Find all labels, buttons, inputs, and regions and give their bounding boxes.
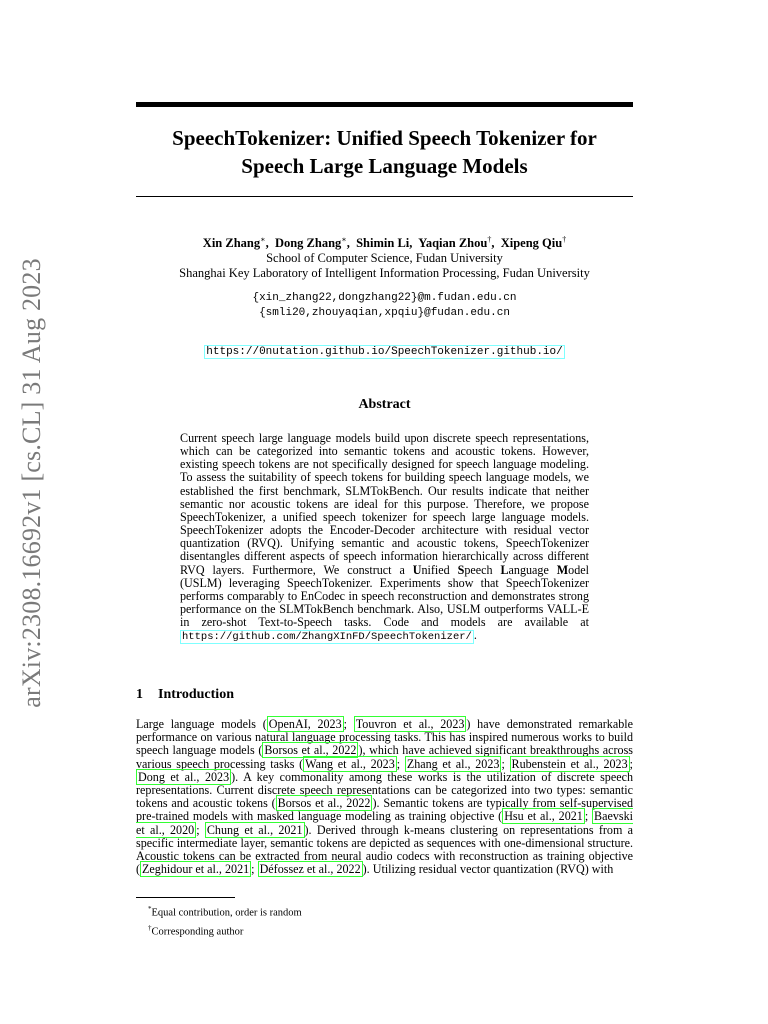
- code-url-link[interactable]: https://github.com/ZhangXInFD/SpeechTokenizer/: [182, 631, 472, 644]
- citation-link[interactable]: Zeghidour et al., 2021: [142, 862, 250, 877]
- body-text: ). Semantic tokens are typically from self-supervised pre-trained models with masked language modeling as training objective (: [136, 796, 633, 824]
- citation-link[interactable]: Borsos et al., 2022: [264, 743, 357, 758]
- body-text: ) have demonstrated remarkable performance on various natural language processing tasks. This has inspired numerous works to build speech language models (: [136, 717, 633, 758]
- body-text: Large language models (: [136, 717, 267, 731]
- body-text: ;: [501, 756, 510, 771]
- uslm-initial: M: [556, 562, 569, 577]
- footnote-1: [148, 902, 302, 921]
- body-text: ;: [251, 862, 258, 877]
- citation-link[interactable]: Rubenstein et al., 2023: [511, 756, 628, 771]
- author-name: Xipeng Qiu: [500, 236, 563, 251]
- author-block: [136, 232, 633, 281]
- corresponding-author-mark: †: [487, 235, 492, 244]
- author-name: Dong Zhang: [274, 236, 342, 251]
- uslm-initial: U: [412, 562, 422, 577]
- introduction-paragraph: [136, 718, 633, 876]
- section-title: Introduction: [158, 687, 234, 702]
- body-text: ;: [629, 756, 634, 771]
- citation-link[interactable]: OpenAI, 2023: [268, 717, 342, 731]
- title-rule-bottom: [136, 196, 633, 197]
- body-text: ). A key commonality among these works is the utilization of discrete speech representations. Current discrete speech representations can be categorized into two types: semantic tokens and acoustic tokens (: [136, 769, 633, 811]
- body-text: ;: [196, 822, 205, 837]
- body-text: ;: [343, 717, 354, 731]
- footnote-rule: [136, 897, 235, 898]
- abstract-text: [180, 432, 589, 645]
- section-number: 1: [136, 687, 143, 702]
- affiliation-2: Shanghai Key Laboratory of Intelligent Information Processing, Fudan University: [179, 266, 590, 281]
- footnote-text: Corresponding author: [151, 926, 244, 937]
- citation-link[interactable]: Chung et al., 2021: [206, 822, 303, 837]
- title-line-2: Speech Large Language Models: [241, 154, 528, 178]
- equal-contribution-mark: ∗: [260, 235, 266, 244]
- body-text: ), which have achieved significant breakthroughs across various speech processing tasks (: [136, 743, 633, 771]
- footnote-2: [148, 921, 302, 940]
- footnote-text: Equal contribution, order is random: [151, 907, 302, 919]
- body-text: ). Utilizing residual vector quantization (RVQ) with: [362, 862, 614, 877]
- paper-title: [136, 124, 633, 180]
- author-name: Shimin Li: [356, 236, 410, 251]
- uslm-initial: S: [457, 562, 465, 577]
- body-text: ;: [396, 756, 405, 771]
- footnotes: [148, 902, 302, 939]
- abstract-body: anguage: [508, 562, 557, 577]
- author-name: Xin Zhang: [202, 236, 261, 251]
- project-url-link[interactable]: https://0nutation.github.io/SpeechTokenizer.github.io/: [206, 346, 563, 358]
- footnote-mark: †: [148, 923, 152, 932]
- abstract-heading: Abstract: [358, 397, 411, 412]
- abstract-body: peech: [464, 562, 501, 577]
- affiliation-1: School of Computer Science, Fudan University: [266, 251, 503, 266]
- uslm-initial: L: [500, 562, 509, 577]
- abstract-body: odel (USLM) leveraging SpeechTokenizer. Experiments show that SpeechTokenizer performs comparably to EnCodec in speech reconstruction and demonstrates strong performance on the SLMTokBench benchmark. Also, USLM outperforms VALL-E in zero-shot Text-to-Speech tasks. Code and models are available at: [180, 562, 589, 630]
- title-line-1: SpeechTokenizer: Unified Speech Tokenizer for: [172, 126, 597, 150]
- corresponding-author-mark: †: [562, 235, 567, 244]
- abstract-body: .: [473, 628, 477, 643]
- citation-link[interactable]: Zhang et al., 2023: [406, 756, 500, 771]
- abstract-body: nified: [421, 562, 458, 577]
- citation-link[interactable]: Défossez et al., 2022: [259, 862, 361, 877]
- author-name: Yaqian Zhou: [418, 236, 488, 251]
- abstract-body: Current speech large language models build upon discrete speech representations, which can be categorized into semantic tokens and acoustic tokens. However, existing speech tokens are not specifically designed for speech language modeling. To assess the suitability of speech tokens for building speech language models, we established the first benchmark, SLMTokBench. Our results indicate that neither semantic nor acoustic tokens are ideal for this purpose. Therefore, we propose SpeechTokenizer, a unified speech tokenizer for speech large language models. SpeechTokenizer adopts the Encoder-Decoder architecture with residual vector quantization (RVQ). Unifying semantic and acoustic tokens, SpeechTokenizer disentangles different aspects of speech information hierarchically across different RVQ layers. Furthermore, We construct a: [180, 431, 589, 577]
- citation-link[interactable]: Baevski et al., 2020: [136, 809, 634, 837]
- body-text: ;: [584, 809, 593, 824]
- email-line-1: {xin_zhang22,dongzhang22}@m.fudan.edu.cn: [252, 292, 517, 304]
- section-heading-introduction: [136, 687, 234, 703]
- citation-link[interactable]: Borsos et al., 2022: [277, 796, 371, 811]
- project-url-line: [136, 346, 633, 358]
- author-names: Xin Zhang∗, Dong Zhang∗, Shimin Li, Yaqian Zhou†, Xipeng Qiu†: [202, 235, 567, 251]
- body-text: ). Derived through k-means clustering on representations from a specific intermediate layer, semantic tokens are depicted as sequences with one-dimensional structure. Acoustic tokens can be extracted from neural audio codecs with reconstruction as training objective (: [136, 822, 633, 877]
- title-rule-top: [136, 102, 633, 107]
- citation-link[interactable]: Dong et al., 2023: [138, 769, 230, 784]
- citation-link[interactable]: Touvron et al., 2023: [355, 717, 465, 731]
- equal-contribution-mark: ∗: [341, 235, 347, 244]
- email-block: [136, 291, 633, 321]
- citation-link[interactable]: Wang et al., 2023: [305, 756, 395, 771]
- footnote-mark: *: [148, 905, 152, 913]
- arxiv-id: arXiv:2308.16692v1 [cs.CL] 31 Aug 2023: [17, 258, 46, 708]
- citation-link[interactable]: Hsu et al., 2021: [504, 809, 583, 824]
- email-line-2: {smli20,zhouyaqian,xpqiu}@fudan.edu.cn: [259, 307, 510, 319]
